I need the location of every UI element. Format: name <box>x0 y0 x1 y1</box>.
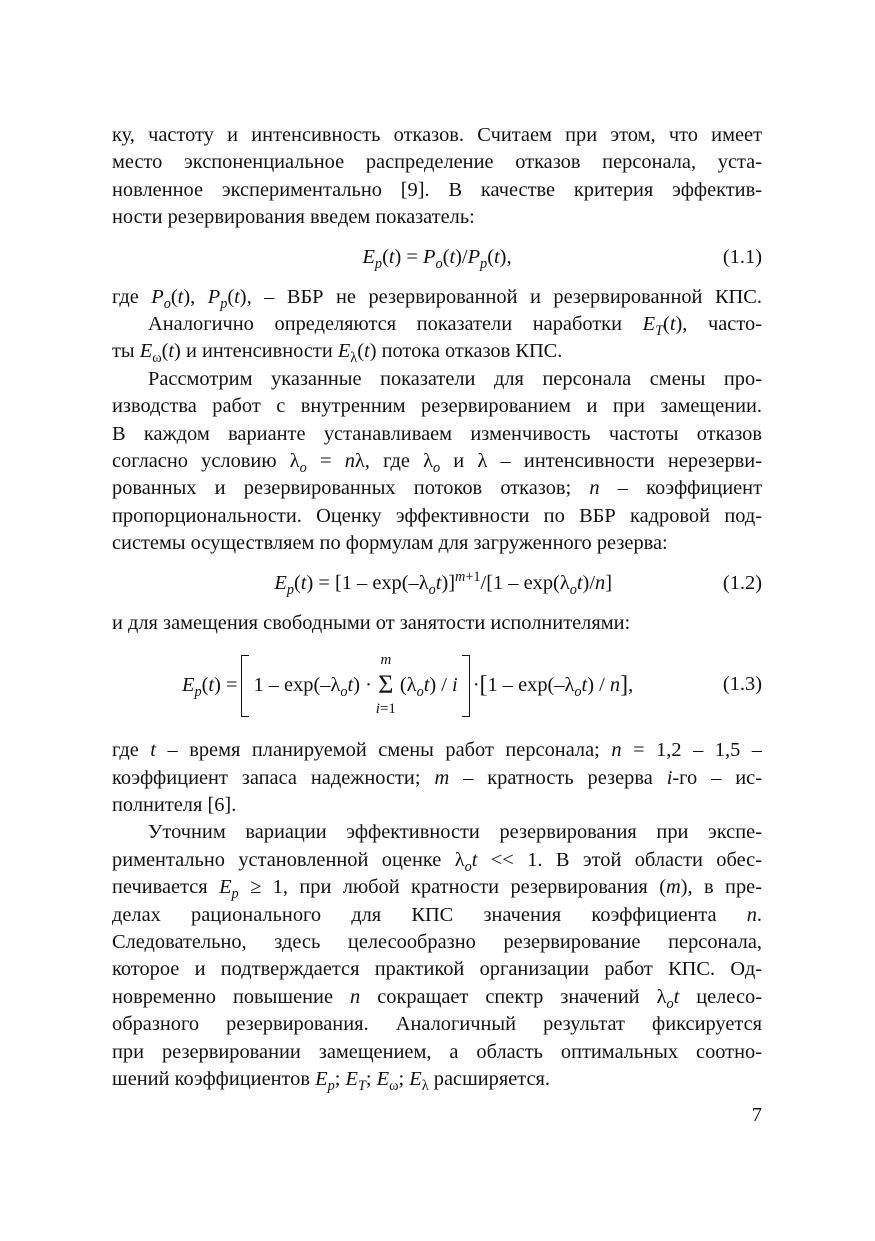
page-number: 7 <box>751 1104 762 1126</box>
text-line: шений коэффициентов $E_p$; $E_T$; $E_\omega$; $E_\lambda$ расширяется. <box>112 1067 550 1094</box>
text-line: изводства работ с внутренним резервированием и при замещении. <box>112 395 762 418</box>
right-bracket <box>462 655 470 717</box>
text-line: В каждом варианте устанавливаем изменчивость частоты отказов <box>112 422 762 445</box>
text-line: новленное экспериментально [9]. В качестве критерия эффектив- <box>112 178 762 201</box>
text-line: рованных и резервированных потоков отказов; n – коэффициент <box>112 477 762 500</box>
equation-1-1 <box>112 236 762 282</box>
text-line: при резервировании замещением, а область оптимальных соотно- <box>112 1040 762 1063</box>
paragraph-variations <box>112 819 762 1093</box>
equation-expression: $E_p(t) = P_o(t)/P_p(t)$, <box>362 245 512 272</box>
text-line: ку, частоту и интенсивность отказов. Считаем при этом, что имеет <box>112 124 762 146</box>
equation-expression: $E_p(t) = [1 - \exp(-\lambda_ot)]^{m+1}/[1 - \exp(\lambda_ot)/n]$ <box>274 568 612 598</box>
text-line: где t – время планируемой смены работ персонала; n = 1,2 – 1,5 – <box>112 739 763 762</box>
text-line: ности резервирования введем показатель: <box>112 206 475 229</box>
paragraph-where-3 <box>112 737 762 819</box>
sum-symbol: m Σ i=1 <box>375 651 396 717</box>
text-line: системы осуществляем по формулам для загруженного резерва: <box>112 532 668 555</box>
text-line: Аналогично определяются показатели наработки $E_T(t)$, часто- <box>148 313 762 340</box>
text-line: полнителя [6]. <box>112 793 237 816</box>
text-line: делах рационального для КПС значения коэффициента n. <box>112 903 762 926</box>
text-line: коэффициент запаса надежности; m – кратность резерва i-го – ис- <box>112 766 763 789</box>
paragraph-where-1 <box>112 284 762 311</box>
text-line: Уточним вариации эффективности резервирования при экспе- <box>148 821 762 844</box>
equation-1-3 <box>112 643 762 729</box>
equation-number: (1.1) <box>722 245 762 268</box>
text-line: Рассмотрим указанные показатели для персонала смены про- <box>148 367 762 390</box>
equation-1-2 <box>112 562 762 608</box>
equation-expression: $E_p(t)$ = $1 - \exp(-\lambda_ot)$ · m Σ i=1 $(\lambda_ot)$ / i · [ $1 - \exp(-\lambda_ot)$ / n ] , <box>182 651 634 717</box>
equation-number: (1.2) <box>722 571 762 594</box>
paragraph-substitution <box>112 610 762 637</box>
text-line: где $P_o(t)$, $P_p(t)$, – ВБР не резервированной и резервированной КПС. <box>112 285 762 312</box>
equation-number: (1.3) <box>722 673 762 696</box>
text-line: образного резервирования. Аналогичный результат фиксируется <box>112 1013 762 1036</box>
text-line: печивается $E_p \ge 1$, при любой кратности резервирования (m), в пре- <box>112 876 762 903</box>
text-line: Следовательно, здесь целесообразно резервирование персонала, <box>112 930 762 953</box>
text-line: и для замещения свободными от занятости исполнителями: <box>112 611 631 634</box>
paragraph-analog <box>112 311 762 366</box>
text-line: согласно условию $\lambda_o = n\lambda$, где $\lambda_o$ и λ – интенсивности нерезерви- <box>112 450 762 477</box>
text-line: риментально установленной оценке $\lambda_ot << 1$. В этой области обес- <box>112 848 763 875</box>
text-line: пропорциональности. Оценку эффективности по ВБР кадровой под- <box>112 504 762 527</box>
text-line: которое и подтверждается практикой организации работ КПС. Од- <box>112 958 762 981</box>
text-line: место экспоненциальное распределение отказов персонала, уста- <box>112 151 762 174</box>
text-line: новременно повышение n сокращает спектр значений $\lambda_ot$ целесо- <box>112 985 762 1012</box>
left-bracket <box>241 655 249 717</box>
paragraph-intro <box>112 122 762 232</box>
paragraph-consider <box>112 366 762 558</box>
document-page <box>112 122 762 1093</box>
text-line: ты $E_\omega(t)$ и интенсивности $E_\lambda(t)$ потока отказов КПС. <box>112 340 563 367</box>
